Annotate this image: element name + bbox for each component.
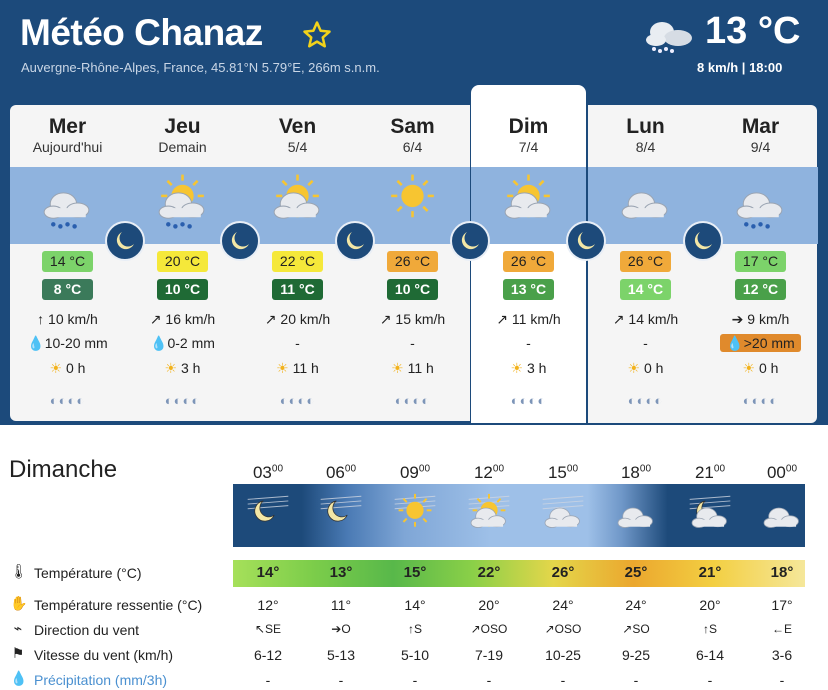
page-title: Météo Chanaz — [20, 12, 263, 53]
hour-value: 12 — [473, 463, 493, 482]
hour-label — [459, 463, 519, 483]
sun-cloud-fog-icon — [464, 490, 514, 540]
hour-minutes: 00 — [566, 463, 579, 475]
precip-row — [125, 335, 240, 352]
moon-phase-icons: ◐◐◐◐ — [627, 393, 664, 408]
precip-cell: - — [633, 672, 639, 688]
wind-speed: 16 km/h — [165, 311, 216, 327]
sun-cloud-rain-icon — [150, 167, 215, 237]
temp-cell: 14° — [256, 564, 280, 581]
precip-value — [643, 335, 648, 351]
day-column-2[interactable] — [240, 105, 355, 421]
moon-phase-icons: ◐◐◐◐ — [49, 393, 86, 408]
day-date: 5/4 — [287, 139, 308, 155]
temp-cell: 22° — [477, 564, 501, 581]
day-date: 7/4 — [518, 139, 539, 155]
sun-row — [240, 360, 355, 377]
day-date: 9/4 — [750, 139, 771, 155]
moon-cloud-icon — [105, 221, 145, 261]
temp-max-badge: 20 °C — [157, 251, 208, 272]
sun-hours: 0 h — [643, 360, 664, 376]
sun-cloud-icon — [265, 167, 330, 237]
moon-phase-icons: ◐◐◐◐ — [279, 393, 316, 408]
temp-max-badge: 14 °C — [42, 251, 93, 272]
feels-like-cell: 14° — [404, 597, 426, 613]
precip-cell: - — [560, 672, 566, 688]
wind-speed-cell: 10-25 — [545, 647, 581, 663]
hour-label — [311, 463, 371, 483]
moon-cloud-icon — [220, 221, 260, 261]
location-subtitle: Auvergne-Rhône-Alpes, France, 45.81°N 5.79°E, 266m s.n.m. — [21, 60, 380, 75]
wind-speed-cell: 3-6 — [771, 647, 793, 663]
sun-row — [355, 360, 470, 377]
sun-hours-icon: ☀ — [49, 360, 63, 376]
wind-arrow-icon: ↗ — [149, 311, 162, 327]
precip-value — [27, 335, 107, 351]
feels-like-cell: 11° — [330, 597, 352, 613]
wind-speed: 11 km/h — [511, 311, 561, 327]
row-label-wind-speed: Vitesse du vent (km/h) — [34, 647, 174, 663]
wind-direction-icon: ⌁ — [13, 620, 23, 636]
temp-max-badge: 26 °C — [503, 251, 554, 272]
hour-label — [533, 463, 593, 483]
raindrop-icon: 💧 — [27, 335, 45, 351]
hour-value: 09 — [399, 463, 419, 482]
row-label-precipitation[interactable]: Précipitation (mm/3h) — [34, 672, 168, 688]
precip-value — [720, 334, 800, 352]
moon-phase-icons: ◐◐◐◐ — [742, 393, 779, 408]
temp-max-badge: 17 °C — [735, 251, 786, 272]
moon-fog-icon — [316, 490, 366, 540]
sun-hours: 11 h — [292, 360, 319, 376]
temp-max-badge: 22 °C — [272, 251, 323, 272]
wind-direction-cell: ➔O — [331, 622, 351, 636]
rain-cloud-icon — [35, 167, 100, 237]
wind-speed-cell: 9-25 — [621, 647, 651, 663]
hour-minutes: 00 — [492, 463, 505, 475]
precip-text: - — [410, 335, 415, 351]
precip-value — [150, 335, 215, 351]
sun-fog-icon — [390, 490, 440, 540]
temp-min-badge: 10 °C — [157, 279, 208, 300]
day-name: Mar — [741, 115, 780, 138]
day-name: Mer — [48, 115, 87, 138]
moon-icon — [450, 221, 490, 261]
wind-speed-cell: 7-19 — [474, 647, 504, 663]
sun-hours-icon: ☀ — [276, 360, 289, 376]
wind-row — [10, 311, 125, 327]
row-label-feels-like: Température ressentie (°C) — [34, 597, 203, 613]
precip-row — [703, 335, 818, 352]
moon-phase-icons: ◐◐◐◐ — [394, 393, 431, 408]
precip-cell: - — [338, 672, 344, 688]
sun-hours: 0 h — [65, 360, 86, 376]
day-name: Jeu — [164, 115, 201, 138]
hour-minutes: 00 — [418, 463, 431, 475]
wind-speed: 9 km/h — [747, 311, 790, 327]
wind-direction-cell: ←E — [771, 622, 792, 636]
favorite-star-icon[interactable] — [302, 20, 332, 50]
cloud-night-icon — [566, 221, 606, 261]
wind-row — [703, 311, 818, 328]
day-column-1[interactable] — [125, 105, 240, 421]
day-column-3[interactable] — [355, 105, 470, 421]
wind-speed-cell: 6-14 — [695, 647, 725, 663]
hour-value: 15 — [547, 463, 567, 482]
hour-value: 00 — [766, 463, 786, 482]
temp-min-badge: 13 °C — [503, 279, 554, 300]
precip-text: - — [526, 335, 531, 351]
precip-row — [240, 335, 355, 351]
temp-min-badge: 12 °C — [735, 279, 786, 300]
sun-row — [10, 360, 125, 377]
sun-hours: 11 h — [407, 360, 434, 376]
row-label-wind-direction: Direction du vent — [34, 622, 140, 638]
current-wind-time — [697, 60, 782, 75]
wind-arrow-icon: ↗ — [496, 311, 509, 327]
precip-row — [10, 335, 125, 352]
wind-speed: 20 km/h — [280, 311, 331, 327]
sun-cloud-icon — [496, 167, 561, 237]
temp-min-badge: 10 °C — [387, 279, 438, 300]
wind-speed: 10 km/h — [48, 311, 98, 327]
precip-text: - — [295, 335, 300, 351]
hour-minutes: 00 — [344, 463, 357, 475]
rain-cloud-icon — [728, 167, 793, 237]
temp-cell: 15° — [403, 564, 427, 581]
day-column-5[interactable] — [588, 105, 703, 421]
precip-cell: - — [486, 672, 492, 688]
rain-cloud-icon — [642, 16, 698, 56]
wind-direction-cell: ↗SO — [622, 622, 650, 636]
wind-speed-cell: 5-13 — [326, 647, 356, 663]
day-date: 6/4 — [402, 139, 423, 155]
feels-like-cell: 24° — [552, 597, 574, 613]
raindrop-icon: 💧 — [10, 670, 28, 686]
precip-row — [588, 335, 703, 351]
hand-icon: ✋ — [10, 595, 28, 611]
moon-phase-icons: ◐◐◐◐ — [164, 393, 201, 408]
cloud-fog-icon — [538, 490, 588, 540]
precip-row — [355, 335, 470, 351]
wind-row — [240, 311, 355, 328]
temp-min-badge: 14 °C — [620, 279, 671, 300]
hour-value: 03 — [252, 463, 272, 482]
sun-row — [471, 360, 586, 377]
raindrop-icon: 💧 — [150, 335, 168, 351]
wind-direction-cell: ↑S — [407, 622, 422, 636]
current-time: 18:00 — [749, 60, 783, 75]
sun-hours: 3 h — [526, 360, 547, 376]
wind-row — [471, 311, 586, 328]
thermometer-icon: 🌡 — [10, 563, 28, 579]
moon-phase-icons: ◐◐◐◐ — [510, 393, 547, 408]
precip-row — [471, 335, 586, 351]
wind-speed-cell: 5-10 — [400, 647, 430, 663]
precip-cell: - — [707, 672, 713, 688]
hour-label — [385, 463, 445, 483]
temp-cell: 25° — [624, 564, 648, 581]
temp-cell: 13° — [329, 564, 353, 581]
day-column-0[interactable] — [10, 105, 125, 421]
cloud-night-icon — [683, 221, 723, 261]
feels-like-cell: 20° — [699, 597, 721, 613]
precip-text: 10-20 mm — [44, 335, 108, 351]
precip-text: >20 mm — [743, 335, 795, 351]
selected-day-label: Dimanche — [9, 456, 118, 483]
moon-cloud-fog-icon — [685, 490, 735, 540]
sun-row — [125, 360, 240, 377]
sun-hours: 0 h — [758, 360, 779, 376]
wind-direction-cell: ↗OSO — [544, 622, 582, 636]
precip-text: - — [643, 335, 648, 351]
sun-hours-icon: ☀ — [742, 360, 756, 376]
precip-cell: - — [779, 672, 785, 688]
precip-value — [526, 335, 531, 351]
hour-label — [680, 463, 740, 483]
temp-max-badge: 26 °C — [620, 251, 671, 272]
precip-cell: - — [265, 672, 271, 688]
wind-direction-cell: ↑S — [702, 622, 717, 636]
raindrop-icon: 💧 — [726, 335, 744, 351]
hour-value: 21 — [694, 463, 714, 482]
wind-row — [355, 311, 470, 328]
day-date: 8/4 — [635, 139, 656, 155]
current-wind: 8 km/h — [697, 60, 739, 75]
precip-value — [295, 335, 300, 351]
hour-minutes: 00 — [639, 463, 652, 475]
sun-hours-icon: ☀ — [627, 360, 641, 376]
cloud-icon — [611, 490, 661, 540]
wind-arrow-icon: ➔ — [731, 311, 744, 327]
wind-speed: 14 km/h — [628, 311, 679, 327]
wind-row — [125, 311, 240, 328]
sun-row — [588, 360, 703, 377]
hour-label — [606, 463, 666, 483]
day-name: Sam — [390, 115, 435, 138]
temp-cell: 26° — [551, 564, 575, 581]
row-label-temperature: Température (°C) — [34, 565, 142, 581]
hour-minutes: 00 — [713, 463, 726, 475]
wind-arrow-icon: ↑ — [37, 311, 45, 327]
moon-fog-icon — [243, 490, 293, 540]
temp-min-badge: 8 °C — [42, 279, 93, 300]
moon-icon — [335, 221, 375, 261]
feels-like-cell: 20° — [478, 597, 500, 613]
wind-direction-cell: ↗OSO — [470, 622, 508, 636]
hour-value: 06 — [325, 463, 345, 482]
hour-minutes: 00 — [271, 463, 284, 475]
hour-label — [752, 463, 812, 483]
sun-hours-icon: ☀ — [391, 360, 404, 376]
wind-arrow-icon: ↗ — [379, 311, 392, 327]
day-date: Aujourd'hui — [32, 139, 103, 155]
wind-direction-cell: ↖SE — [254, 622, 282, 636]
feels-like-cell: 12° — [257, 597, 279, 613]
sun-row — [703, 360, 818, 377]
day-name: Ven — [278, 115, 317, 138]
feels-like-cell: 24° — [625, 597, 647, 613]
temp-cell: 18° — [770, 564, 794, 581]
sun-hours-icon: ☀ — [510, 360, 524, 376]
day-name: Dim — [508, 115, 549, 138]
wind-row — [588, 311, 703, 328]
day-name: Lun — [626, 115, 665, 138]
separator: | — [738, 60, 750, 75]
day-column-6[interactable] — [703, 105, 818, 421]
temp-cell: 21° — [698, 564, 722, 581]
sun-hours-icon: ☀ — [164, 360, 178, 376]
cloud-icon — [613, 167, 678, 237]
precip-value — [410, 335, 415, 351]
sun-hours: 3 h — [180, 360, 201, 376]
precip-text: 0-2 mm — [167, 335, 215, 351]
cloud-night-icon — [757, 490, 807, 540]
wind-speed-cell: 6-12 — [253, 647, 283, 663]
hour-label — [238, 463, 298, 483]
temp-min-badge: 11 °C — [272, 279, 323, 300]
feels-like-cell: 17° — [771, 597, 793, 613]
wind-arrow-icon: ↗ — [612, 311, 625, 327]
wind-arrow-icon: ↗ — [264, 311, 277, 327]
current-temperature: 13 °C — [705, 10, 801, 52]
hour-value: 18 — [620, 463, 640, 482]
temp-max-badge: 26 °C — [387, 251, 438, 272]
wind-speed: 15 km/h — [395, 311, 446, 327]
day-date: Demain — [158, 139, 207, 155]
hour-minutes: 00 — [785, 463, 798, 475]
sun-icon — [380, 167, 445, 237]
flag-icon: ⚑ — [11, 645, 25, 661]
precip-cell: - — [412, 672, 418, 688]
